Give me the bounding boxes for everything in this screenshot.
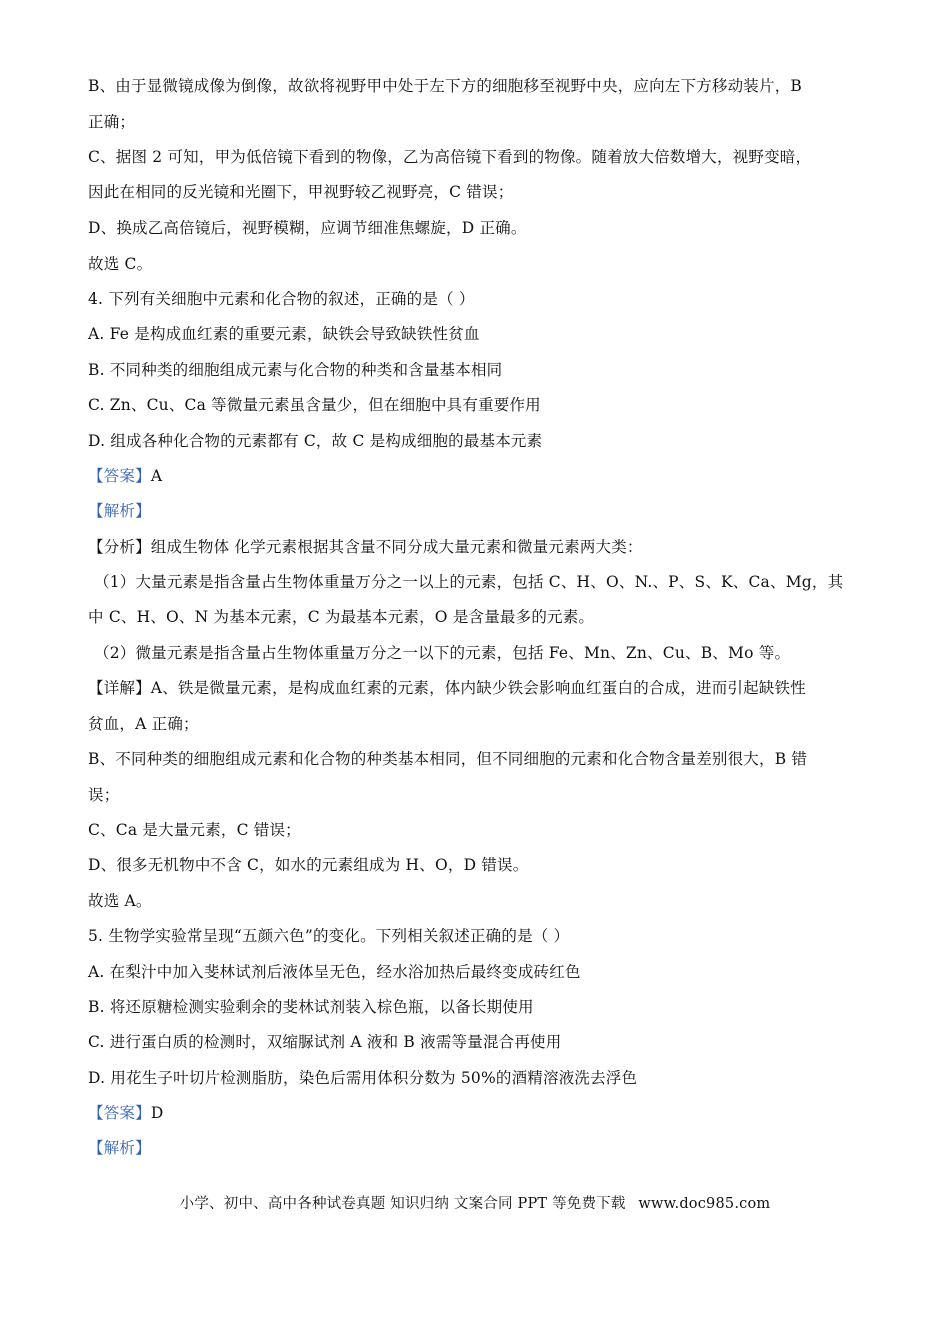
text-line: 【分析】组成生物体 化学元素根据其含量不同分成大量元素和微量元素两大类：	[88, 538, 643, 556]
analysis-tag: 【解析】	[88, 1139, 151, 1157]
option-d: D. 组成各种化合物的元素都有 C，故 C 是构成细胞的最基本元素	[88, 432, 543, 450]
answer-tag: 【答案】	[88, 467, 151, 485]
text-line: 因此在相同的反光镜和光圈下，甲视野较乙视野亮，C 错误；	[88, 183, 514, 201]
text-line: D、换成乙高倍镜后，视野模糊，应调节细准焦螺旋，D 正确。	[88, 219, 527, 237]
option-d: D. 用花生子叶切片检测脂肪，染色后需用体积分数为 50%的酒精溶液洗去浮色	[88, 1069, 638, 1087]
question-5-stem: 5. 生物学实验常呈现“五颜六色”的变化。下列相关叙述正确的是（ ）	[88, 927, 570, 945]
text-line: 正确；	[88, 113, 136, 131]
text-line: B、由于显微镜成像为倒像，故欲将视野甲中处于左下方的细胞移至视野中央，应向左下方移动装片，B	[88, 77, 802, 95]
option-c: C. 进行蛋白质的检测时，双缩脲试剂 A 液和 B 液需等量混合再使用	[88, 1033, 562, 1051]
answer-tag: 【答案】	[88, 1104, 151, 1122]
option-a: A. 在梨汁中加入斐林试剂后液体呈无色，经水浴加热后最终变成砖红色	[88, 963, 581, 981]
answer-line	[88, 466, 162, 486]
option-a: A. Fe 是构成血红素的重要元素，缺铁会导致缺铁性贫血	[88, 325, 480, 343]
footer-url: www.doc985.com	[638, 1196, 771, 1212]
text-line: B、不同种类的细胞组成元素和化合物的种类基本相同，但不同细胞的元素和化合物含量差别很大，B 错	[88, 750, 808, 768]
text-line: 误；	[88, 786, 120, 804]
page-footer	[0, 1192, 950, 1213]
text-line: C、据图 2 可知，甲为低倍镜下看到的物像，乙为高倍镜下看到的物像。随着放大倍数增大，视野变暗，	[88, 148, 812, 166]
text-line: 【详解】A、铁是微量元素，是构成血红素的元素，体内缺少铁会影响血红蛋白的合成，进而引起缺铁性	[88, 679, 806, 697]
answer-value: D	[150, 1104, 164, 1122]
analysis-line	[88, 1138, 151, 1158]
text-line: C、Ca 是大量元素，C 错误；	[88, 821, 301, 839]
answer-line	[88, 1103, 163, 1123]
analysis-line	[88, 501, 151, 521]
option-c: C. Zn、Cu、Ca 等微量元素虽含量少，但在细胞中具有重要作用	[88, 396, 541, 414]
analysis-tag: 【解析】	[88, 502, 151, 520]
text-line: 故选 A。	[88, 892, 152, 910]
text-line: （1）大量元素是指含量占生物体重量万分之一以上的元素，包括 C、H、O、N.、P、S、K、Ca、Mg，其	[94, 573, 844, 591]
text-line: D、很多无机物中不含 C，如水的元素组成为 H、O，D 错误。	[88, 856, 529, 874]
text-line: （2）微量元素是指含量占生物体重量万分之一以下的元素，包括 Fe、Mn、Zn、Cu、B、Mo 等。	[94, 644, 791, 662]
text-line: 中 C、H、O、N 为基本元素，C 为最基本元素，O 是含量最多的元素。	[88, 608, 595, 626]
footer-text: 小学、初中、高中各种试卷真题 知识归纳 文案合同 PPT 等免费下载	[179, 1196, 626, 1212]
text-line: 故选 C。	[88, 255, 153, 273]
text-line: 贫血，A 正确；	[88, 715, 199, 733]
option-b: B. 不同种类的细胞组成元素与化合物的种类和含量基本相同	[88, 361, 503, 379]
question-4-stem: 4. 下列有关细胞中元素和化合物的叙述，正确的是（ ）	[88, 290, 475, 308]
option-b: B. 将还原糖检测实验剩余的斐林试剂装入棕色瓶，以备长期使用	[88, 998, 534, 1016]
answer-value: A	[150, 467, 163, 485]
